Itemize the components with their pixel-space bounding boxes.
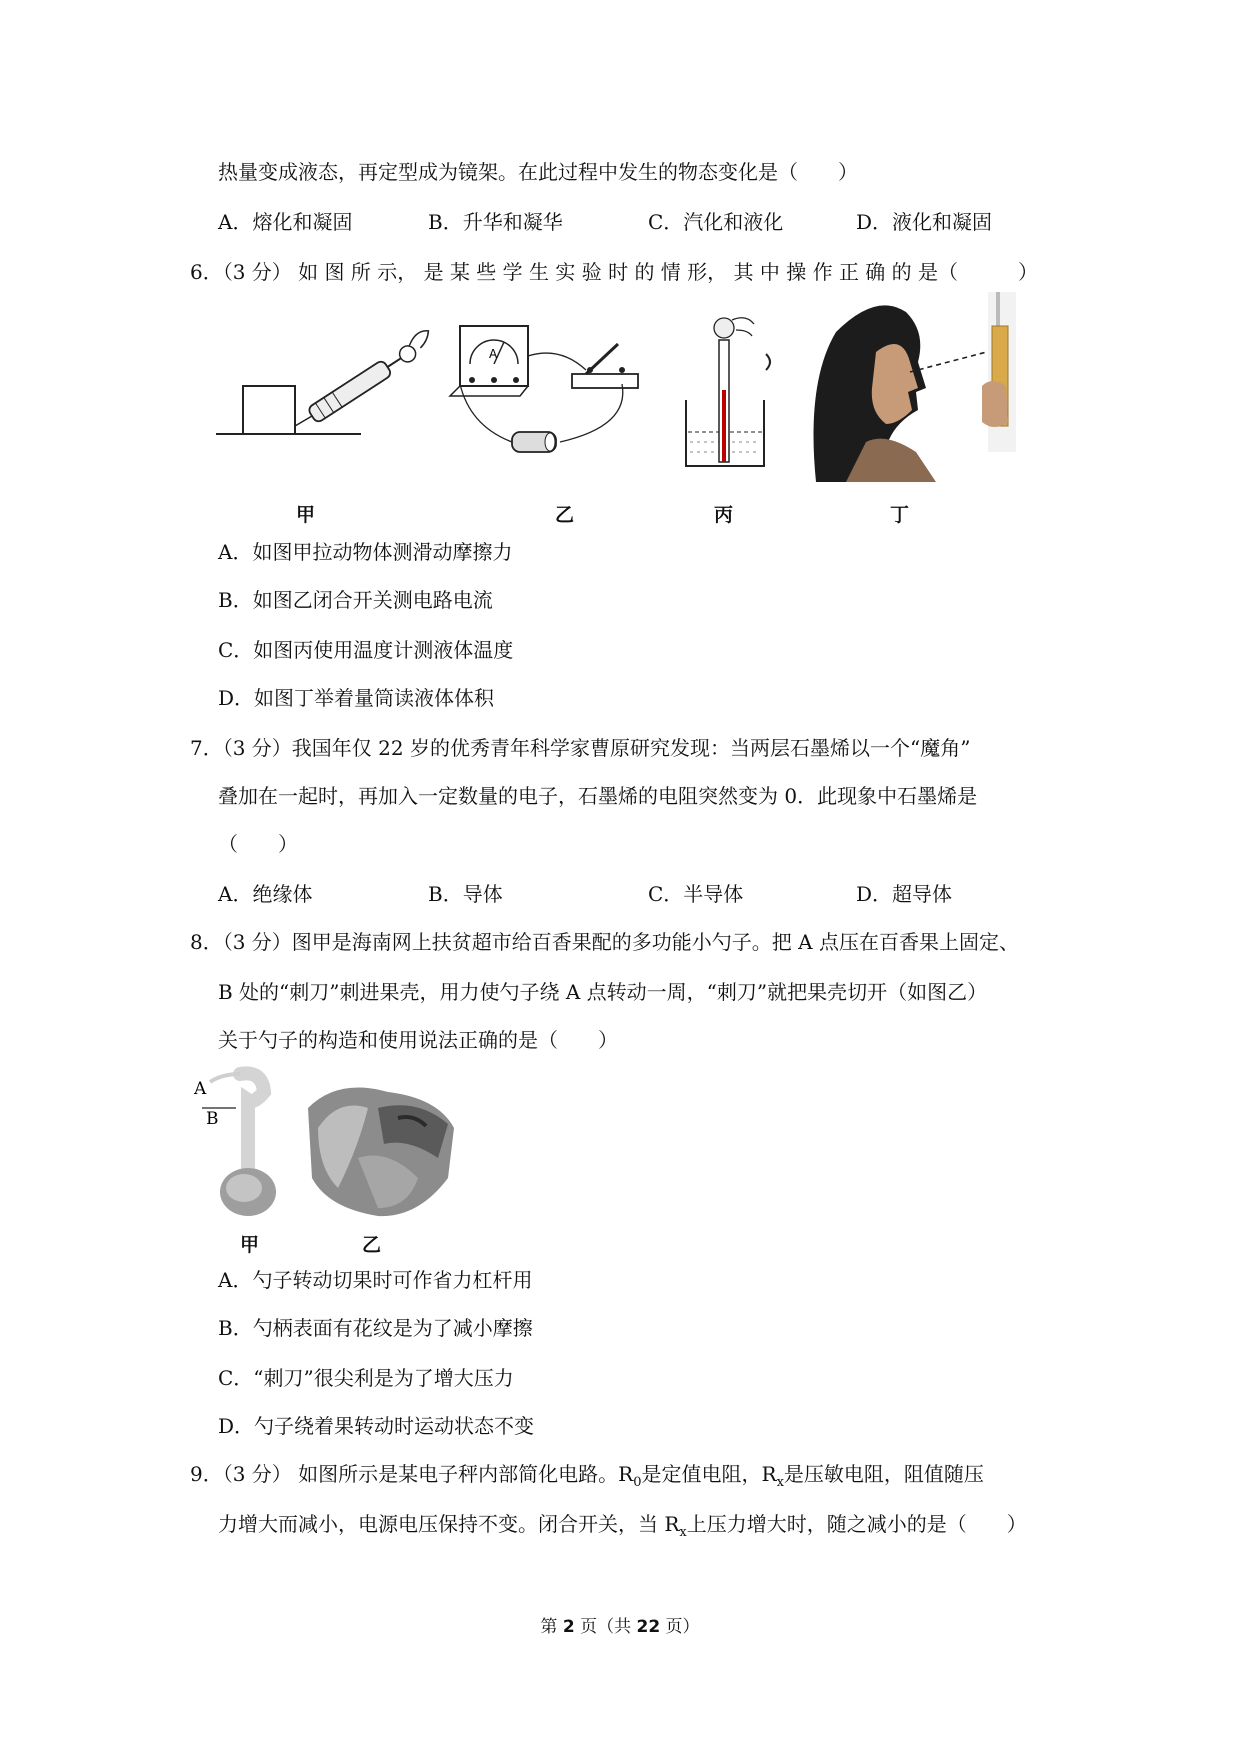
q8-point-b-label: B bbox=[206, 1109, 219, 1129]
q8-stem-line3: 关于勺子的构造和使用说法正确的是（ ） bbox=[218, 1028, 618, 1052]
q6-option-d[interactable]: D．如图丁举着量筒读液体体积 bbox=[218, 686, 495, 710]
q5-option-a[interactable]: A．熔化和凝固 bbox=[218, 210, 353, 234]
q8-stem-line1: 8．（3 分）图甲是海南网上扶贫超市给百香果配的多功能小勺子。把 A 点压在百香果上固定、 bbox=[190, 930, 1019, 954]
q7-stem-line3: （ ） bbox=[218, 832, 298, 856]
q6-option-b[interactable]: B．如图乙闭合开关测电路电流 bbox=[218, 588, 493, 612]
q5-option-b[interactable]: B．升华和凝华 bbox=[428, 210, 563, 234]
q8-option-a[interactable]: A．勺子转动切果时可作省力杠杆用 bbox=[218, 1268, 533, 1292]
q6-caption-bing: 丙 bbox=[714, 504, 734, 526]
q6-figure-yi bbox=[450, 296, 650, 456]
q6-caption-ding: 丁 bbox=[890, 504, 910, 526]
q8-option-d[interactable]: D．勺子绕着果转动时运动状态不变 bbox=[218, 1414, 535, 1438]
q8-caption-jia: 甲 bbox=[240, 1234, 260, 1256]
q6-caption-yi: 乙 bbox=[555, 504, 575, 526]
q9-stem-line1: 9．（3 分） 如图所示是某电子秤内部简化电路。$R_0$是定值电阻，$R_x$是压敏电阻，阻值随压 bbox=[190, 1462, 984, 1490]
q7-option-b[interactable]: B．导体 bbox=[428, 882, 503, 906]
q7-stem-line2: 叠加在一起时，再加入一定数量的电子，石墨烯的电阻突然变为 0．此现象中石墨烯是 bbox=[218, 784, 978, 808]
q5-stem: 热量变成液态，再定型成为镜架。在此过程中发生的物态变化是（ ） bbox=[218, 160, 858, 184]
q8-stem-line2: B 处的“刺刀”刺进果壳，用力使勺子绕 A 点转动一周，“刺刀”就把果壳切开（如图乙） bbox=[218, 980, 988, 1004]
q8-figure-jia bbox=[192, 1070, 292, 1220]
ammeter-letter: A bbox=[489, 347, 498, 361]
q6-option-a[interactable]: A．如图甲拉动物体测滑动摩擦力 bbox=[218, 540, 513, 564]
page-footer: 第 2 页（共 22 页） bbox=[540, 1617, 700, 1637]
q8-option-b[interactable]: B．勺柄表面有花纹是为了减小摩擦 bbox=[218, 1316, 533, 1340]
q7-option-c[interactable]: C．半导体 bbox=[648, 882, 744, 906]
q8-figure-yi bbox=[298, 1068, 458, 1218]
q5-option-c[interactable]: C．汽化和液化 bbox=[648, 210, 784, 234]
q7-stem-line1: 7．（3 分）我国年仅 22 岁的优秀青年科学家曹原研究发现：当两层石墨烯以一个“魔角” bbox=[190, 736, 971, 760]
q7-option-a[interactable]: A．绝缘体 bbox=[218, 882, 313, 906]
q9-stem-line2: 力增大而减小，电源电压保持不变。闭合开关，当 $R_x$上压力增大时，随之减小的是（ ） bbox=[218, 1512, 1027, 1540]
q8-caption-yi: 乙 bbox=[362, 1234, 382, 1256]
q6-option-c[interactable]: C．如图丙使用温度计测液体温度 bbox=[218, 638, 514, 662]
q8-option-c[interactable]: C．“刺刀”很尖利是为了增大压力 bbox=[218, 1366, 514, 1390]
q6-figure-jia bbox=[216, 300, 456, 450]
q5-option-d[interactable]: D．液化和凝固 bbox=[856, 210, 993, 234]
q6-stem: 6．（3 分） 如 图 所 示， 是 某 些 学 生 实 验 时 的 情 形， 其 中 操 作 正 确 的 是（ ） bbox=[190, 260, 1039, 284]
q6-figure-ding bbox=[806, 292, 1036, 482]
q8-point-a-label: A bbox=[194, 1079, 207, 1099]
q7-option-d[interactable]: D．超导体 bbox=[856, 882, 953, 906]
q6-caption-jia: 甲 bbox=[296, 504, 316, 526]
q6-figure-bing bbox=[680, 310, 790, 470]
